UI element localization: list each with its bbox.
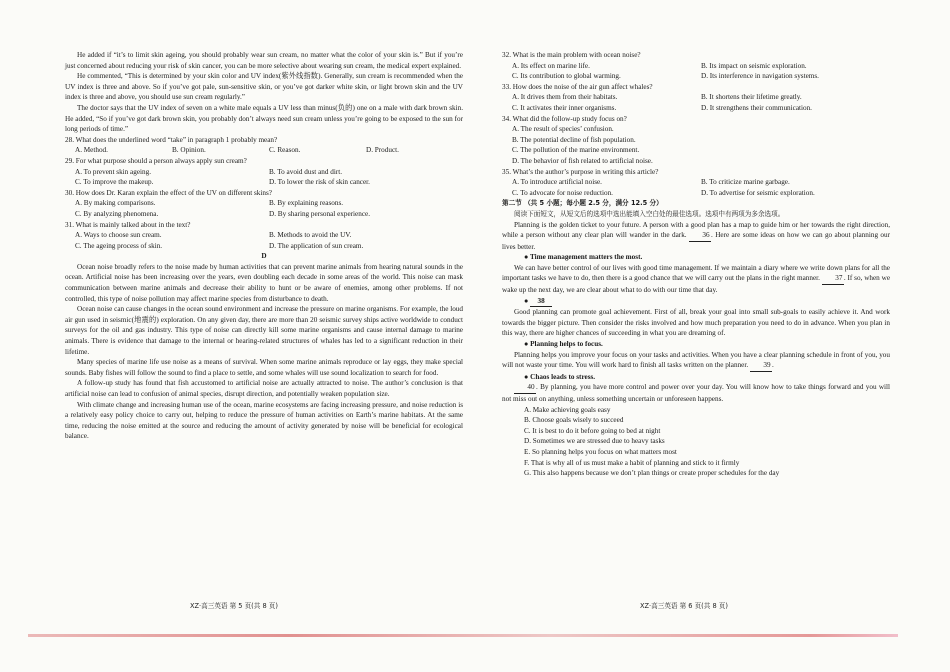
choice-item: D. Sometimes we are stressed due to heavy tasks: [524, 437, 665, 446]
choice-item: G. This also happens because we don’t plan things or create proper schedules for the day: [524, 469, 780, 478]
option: D. To lower the risk of skin cancer.: [269, 178, 370, 187]
option: B. To criticize marine garbage.: [701, 178, 790, 187]
option: D. The application of sun cream.: [269, 241, 364, 250]
option: D. Product.: [366, 146, 399, 155]
page-footer-left: XZ·高三英语 第 5 页(共 8 页): [190, 602, 278, 610]
question-35-stem: 35. What’s the author’s purpose in writing this article?: [502, 167, 659, 176]
option: A. It drives them from their habitats.: [512, 93, 618, 102]
option: B. Its impact on seismic exploration.: [701, 61, 807, 70]
passage-c-paragraph-1: He added if “it’s to limit skin ageing, you should probably wear sun cream, no matter what the color of your skin is.” But if you’re just concerned about reducing your risk of skin cancer, you can be more selective about wearing sun cream, the medical expert explained.: [65, 51, 463, 70]
question-34-stem: 34. What did the follow-up study focus on?: [502, 114, 627, 123]
gap-fill-choices: [502, 405, 890, 479]
option: B. It shortens their lifetime greatly.: [701, 93, 802, 102]
blank-39: 39: [750, 360, 772, 372]
option: D. By sharing personal experience.: [269, 209, 370, 218]
option: C. To improve the makeup.: [75, 178, 154, 187]
choice-item: B. Choose goals wisely to succeed: [524, 416, 624, 425]
option: B. The potential decline of fish population.: [512, 135, 636, 144]
gap-fill-paragraph-3: Good planning can promote goal achievement. First of all, break your goal into small sub-goals to easily achieve it. And work towards the bigger picture. Then consider the risks involved and how much preparation you need to do in advance. When you plan in this way, there are higher chances of succeeding in what you are dreaming of.: [502, 308, 890, 338]
option: A. Method.: [75, 146, 108, 155]
option: D. To advertise for seismic exploration.: [701, 188, 815, 197]
option: C. Its contribution to global warming.: [512, 72, 621, 81]
option: D. The behavior of fish related to artificial noise.: [512, 156, 653, 165]
gap-text: If so, when we wake up the next day, we are clear about what to do with our time that day.: [502, 274, 891, 295]
choice-item: F. That is why all of us must make a habit of planning and stick to it firmly: [524, 458, 740, 467]
option: A. Its effect on marine life.: [512, 61, 590, 70]
option: C. Reason.: [269, 146, 301, 155]
option: A. By making comparisons.: [75, 199, 156, 208]
passage-d-paragraph-3: Many species of marine life use noise as a means of survival. When some marine animals reproduce or lay eggs, they make special sounds. Baby fishes will follow the sound to find a place to settle, and some whales will use sound localization to search for food.: [65, 358, 463, 377]
choice-item: C. It is best to do it before going to bed at night: [524, 426, 661, 435]
subheading-blank-38: ● 38: [502, 296, 890, 308]
page-footer-right: XZ·高三英语 第 6 页(共 8 页): [640, 602, 728, 610]
choice-item: A. Make achieving goals easy: [524, 405, 611, 414]
question-32-stem: 32. What is the main problem with ocean noise?: [502, 51, 641, 59]
question-29-options: [65, 167, 463, 188]
option: C. The pollution of the marine environment.: [512, 146, 640, 155]
option: C. The ageing process of skin.: [75, 241, 163, 250]
right-column: [502, 50, 890, 479]
question-33-options: [502, 92, 890, 113]
gap-text: By planning, you have more control and power over your day. You will know how to take things forward and you will not miss out on anything, unless something uncertain or unforeseen happens.: [502, 383, 891, 403]
gap-text: We can have better control of our lives with good time management. If we maintain a diary where we write down plans for all the important tasks we have to do, then there is a good chance that we will carry out the plans in the right manner.: [502, 263, 890, 283]
passage-d-label: D: [261, 252, 267, 261]
passage-c-paragraph-3: The doctor says that the UV index of seven on a white male equals a UV less than minus(负的) one on a male with dark brown skin. He added, “So if you’ve got dark brown skin, you probably don’t always need sun cream unless you’re going to be exposed to the sun for long periods of time.”: [65, 103, 463, 134]
option: C. By analyzing phenomena.: [75, 209, 159, 218]
option: B. Opinion.: [172, 146, 206, 155]
option: B. By explaining reasons.: [269, 199, 344, 208]
option: C. It activates their inner organisms.: [512, 103, 617, 112]
question-28-stem: 28. What does the underlined word “take” in paragraph 1 probably mean?: [65, 135, 278, 144]
gap-text: Here are some ideas on how we can go about planning our lives better.: [502, 231, 891, 251]
question-31-options: [65, 230, 463, 251]
gap-text: Planning helps you improve your focus on your tasks and activities. When you have a clear planning schedule in front of you, you will not waste your time. You will work hard to finish all tasks written on the planner.: [502, 350, 890, 370]
passage-d-paragraph-2: Ocean noise can cause changes in the ocean sound environment and increase the pressure on marine organisms. For example, the loud air gun used in seismic(地震的) exploration. On any given day, there are more than 20 seismic survey ships active worldwide to conduct surveys for the oil and gas industry. This type of noise can directly kill some marine organisms and cause internal damage to marine animals. There is evidence that damage to the internal or hearing-related structures of whales has led to a significant reduction in their lifetime.: [65, 305, 463, 356]
gap-fill-paragraph-1: Planning is the golden ticket to your future. A person with a good plan has a map to guide him or her towards the right direction, while a person without any clear plan will wander in the dark. 36. Here are some ideas on how we can go about planning our lives better.: [502, 220, 891, 251]
blank-40: 40: [514, 382, 536, 394]
question-31-stem: 31. What is mainly talked about in the text?: [65, 220, 191, 229]
gap-fill-paragraph-2: We can have better control of our lives with good time management. If we maintain a diary where we write down plans for all the important tasks we have to do, then there is a good chance that we will carry out the plans in the right manner. 37. If so, when we wake up the next day, we are clear about what to do with our time that day.: [502, 263, 891, 295]
blank-38: 38: [530, 296, 552, 308]
passage-c-paragraph-2: He commented, “This is determined by your skin color and UV index(紫外线指数). Generally, sun cream is recommended when the UV index is three and above. So if you’ve got pale, sun-sensitive skin, or you’ve got darker white skin, or light brown skin and the UV index is three and above, you should use sun cream regularly.”: [65, 72, 463, 102]
subheading-chaos-stress: ● Chaos leads to stress.: [524, 372, 596, 381]
passage-d-paragraph-5: With climate change and increasing human use of the ocean, marine ecosystems are facing increasing pressure, and noise reduction is a relatively easy policy choice to carry out, helping to reduce the pressure of human activities on Earth’s marine habitats. At the same time, reducing the noise emitted at the source and reducing the amount of activity generated by noise will be beneficial for ecological balance.: [65, 400, 463, 441]
option: A. To prevent skin ageing.: [75, 167, 152, 176]
question-35-options: [502, 177, 890, 198]
option: B. Methods to avoid the UV.: [269, 231, 352, 240]
option: C. To advocate for noise reduction.: [512, 188, 613, 197]
question-30-options: [65, 198, 463, 219]
question-28-options: [65, 145, 463, 156]
gap-fill-paragraph-4: Planning helps you improve your focus on your tasks and activities. When you have a clear planning schedule in front of you, you will not waste your time. You will work hard to finish all tasks written on the planner. 39.: [502, 350, 890, 372]
option: D. Its interference in navigation systems.: [701, 72, 819, 81]
blank-37: 37: [822, 273, 844, 285]
scan-edge-line: [28, 634, 898, 637]
question-33-stem: 33. How does the noise of the air gun affect whales?: [502, 82, 653, 91]
question-29-stem: 29. For what purpose should a person always apply sun cream?: [65, 156, 247, 165]
option: A. To introduce artificial noise.: [512, 178, 602, 187]
passage-d-paragraph-1: Ocean noise broadly refers to the noise made by human activities that can prevent marine animals from hearing natural sounds in the ocean. Artificial noise has been increasing over the years, even doubling each decade in some areas of the world. This noise can mask communication between marine animals and decrease their ability to hunt or be aware of enemies, among other problems. If not controlled, this type of noise pollution may affect marine species from disturbance to death.: [65, 262, 463, 303]
question-34-options: [502, 124, 890, 166]
subheading-planning-focus: ● Planning helps to focus.: [524, 340, 603, 349]
gap-fill-paragraph-5: 40. By planning, you have more control and power over your day. You will know how to take things forward and you will not miss out on anything, unless something uncertain or unforeseen happens.: [502, 383, 891, 403]
left-column: [65, 50, 463, 442]
option: A. The result of species’ confusion.: [512, 125, 614, 134]
choice-item: E. So planning helps you focus on what matters most: [524, 447, 677, 456]
subheading-time-management: ● Time management matters the most.: [524, 253, 643, 262]
blank-36: 36: [689, 230, 711, 242]
section-2-instructions: 阅读下面短文，从短文后的选项中选出能填入空白处的最佳选项。选项中有两项为多余选项。: [514, 209, 785, 218]
section-2-title: 第二节 （共 5 小题；每小题 2.5 分，满分 12.5 分）: [502, 199, 663, 208]
question-32-options: [502, 61, 890, 82]
option: B. To avoid dust and dirt.: [269, 167, 343, 176]
option: A. Ways to choose sun cream.: [75, 231, 162, 240]
question-30-stem: 30. How does Dr. Karan explain the effect of the UV on different skins?: [65, 188, 272, 197]
option: D. It strengthens their communication.: [701, 103, 812, 112]
gap-text: Planning is the golden ticket to your future. A person with a good plan has a map to guide him or her towards the right direction, while a person without any clear plan will wander in the dark.: [502, 220, 890, 240]
passage-d-paragraph-4: A follow-up study has found that fish accustomed to artificial noise are actually attracted to noise. The author’s conclusion is that artificial noise can lead to confusion of animal species, disrupt direction, and potentially weaken population size.: [65, 379, 463, 398]
